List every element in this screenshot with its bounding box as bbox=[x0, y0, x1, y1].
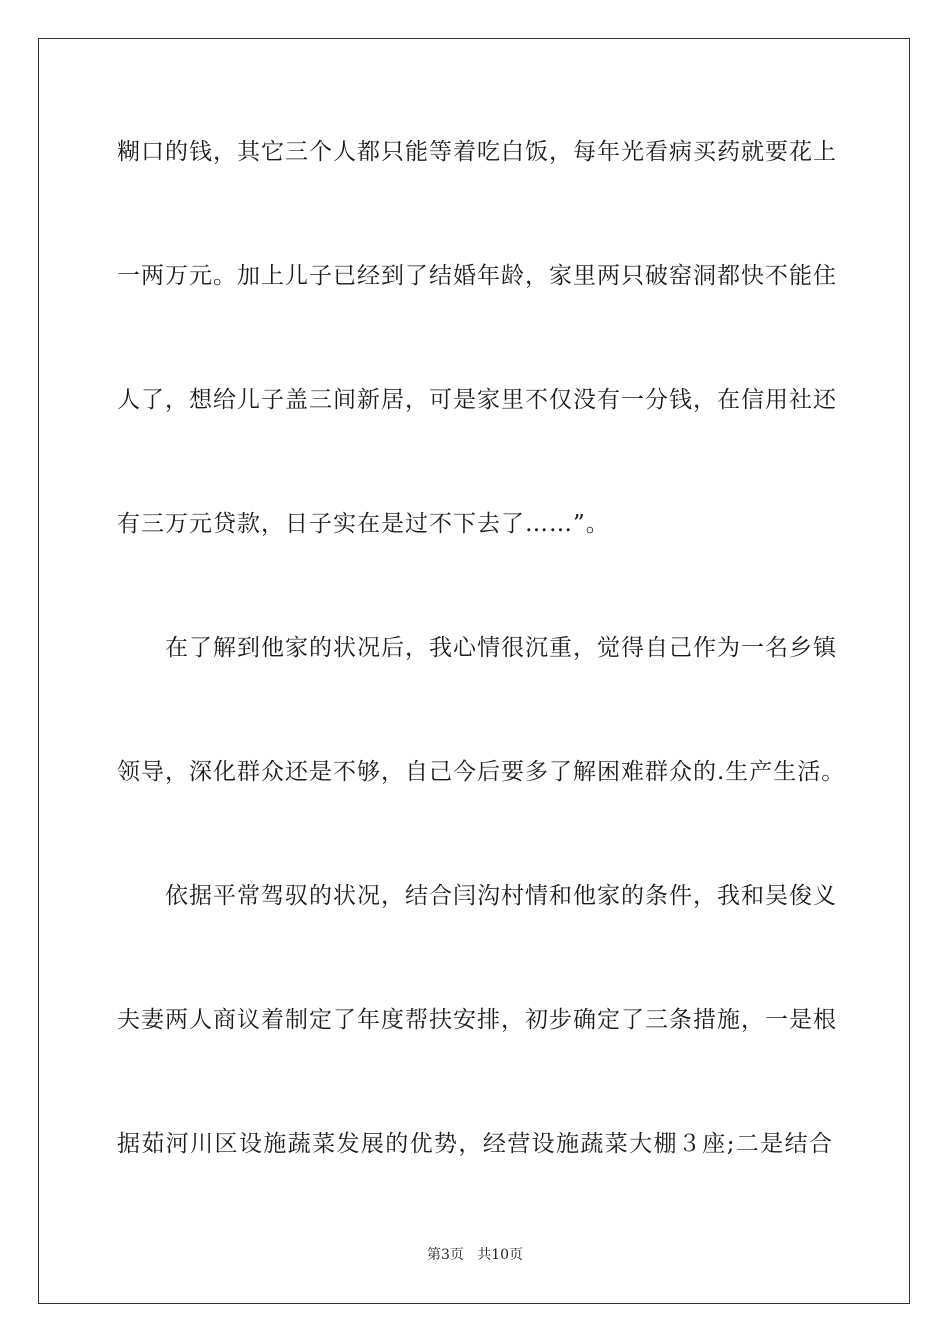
page-number-footer: 第3页 共10页 bbox=[426, 1247, 524, 1263]
body-text-line: 有三万元贷款，日子实在是过不下去了……”。 bbox=[117, 511, 610, 537]
page-border bbox=[38, 38, 910, 1304]
paragraph-first-line: 在了解到他家的状况后，我心情很沉重，觉得自己作为一名乡镇 bbox=[165, 635, 837, 661]
body-text-line: 人了，想给儿子盖三间新居，可是家里不仅没有一分钱，在信用社还 bbox=[117, 387, 837, 413]
body-text-line: 领导，深化群众还是不够，自己今后要多了解困难群众的.生产生活。 bbox=[117, 759, 846, 785]
body-text-line: 糊口的钱，其它三个人都只能等着吃白饭，每年光看病买药就要花上 bbox=[117, 139, 837, 165]
body-text-line: 一两万元。加上儿子已经到了结婚年龄，家里两只破窑洞都快不能住 bbox=[117, 263, 837, 289]
body-text-line: 夫妻两人商议着制定了年度帮扶安排，初步确定了三条措施，一是根 bbox=[117, 1007, 837, 1033]
paragraph-first-line: 依据平常驾驭的状况，结合闫沟村情和他家的条件，我和吴俊义 bbox=[165, 883, 837, 909]
body-text-line: 据茹河川区设施蔬菜发展的优势，经营设施蔬菜大棚３座;二是结合 bbox=[117, 1131, 833, 1157]
